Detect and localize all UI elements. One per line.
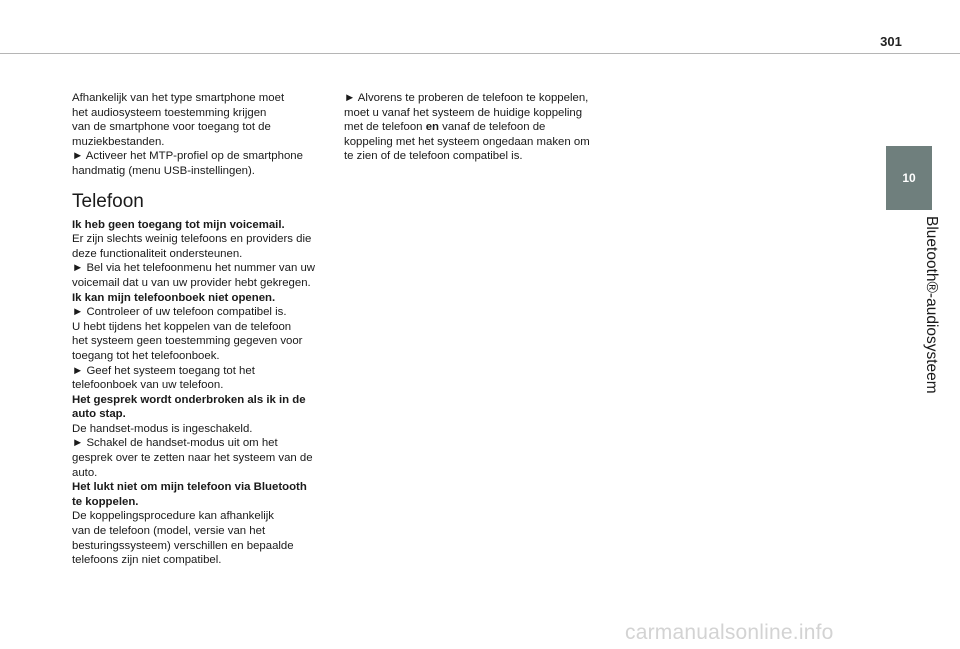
faq-heading: te koppelen.	[72, 495, 139, 508]
text-line: met de telefoon	[344, 121, 426, 134]
chapter-title: Bluetooth®-audiosysteem	[923, 216, 940, 394]
chapter-title-vertical	[886, 216, 940, 406]
bullet-line: ► Geef het systeem toegang tot het	[72, 364, 255, 377]
text-line: telefoons zijn niet compatibel.	[72, 554, 222, 567]
chapter-number: 10	[902, 171, 916, 185]
text-line: gesprek over te zetten naar het systeem van de	[72, 452, 313, 465]
emphasis: en	[425, 121, 439, 134]
faq-voicemail	[72, 218, 334, 291]
text-line: muziekbestanden.	[72, 135, 165, 148]
text-line: Er zijn slechts weinig telefoons en providers die	[72, 233, 312, 246]
text-line: toegang tot het telefoonboek.	[72, 349, 220, 362]
text-line: moet u vanaf het systeem de huidige koppeling	[344, 106, 583, 119]
text-line: van de telefoon (model, versie van het	[72, 525, 266, 538]
text-line: Afhankelijk van het type smartphone moet	[72, 92, 285, 104]
bullet-line: ► Bel via het telefoonmenu het nummer van uw	[72, 262, 316, 275]
text-line: auto.	[72, 466, 98, 479]
text-line: U hebt tijdens het koppelen van de telefoon	[72, 320, 292, 333]
faq-bluetooth-pairing	[72, 480, 334, 568]
faq-heading: Het gesprek wordt onderbroken als ik in de	[72, 393, 306, 406]
text-line: besturingssysteem) verschillen en bepaalde	[72, 539, 294, 552]
faq-heading: Ik kan mijn telefoonboek niet openen.	[72, 291, 276, 304]
bullet-line: ► Controleer of uw telefoon compatibel is.	[72, 306, 287, 319]
watermark: carmanualsonline.info	[625, 621, 834, 644]
chapter-tab	[886, 146, 932, 210]
text-line: handmatig (menu USB-instellingen).	[72, 164, 255, 177]
section-title: Telefoon	[72, 190, 144, 212]
text-line: het audiosysteem toestemming krijgen	[72, 106, 267, 119]
text-line: De handset-modus is ingeschakeld.	[72, 422, 253, 435]
text-line: voicemail dat u van uw provider hebt gekregen.	[72, 276, 311, 289]
text-line: telefoonboek van uw telefoon.	[72, 379, 224, 392]
text-line: De koppelingsprocedure kan afhankelijk	[72, 510, 274, 523]
faq-phonebook	[72, 291, 334, 393]
text-line: koppeling met het systeem ongedaan maken om	[344, 135, 590, 148]
bullet-line: ► Schakel de handset-modus uit om het	[72, 437, 278, 450]
page-number: 301	[880, 34, 902, 49]
bullet-line: ► Activeer het MTP-profiel op de smartphone	[72, 150, 303, 163]
text-line: deze functionaliteit ondersteunen.	[72, 247, 243, 260]
text-line: te zien of de telefoon compatibel is.	[344, 150, 523, 163]
intro-paragraph	[72, 91, 334, 179]
left-column	[72, 91, 334, 568]
faq-heading: Het lukt niet om mijn telefoon via Bluetooth	[72, 481, 307, 494]
header-divider	[0, 53, 960, 54]
bullet-line: ► Alvorens te proberen de telefoon te koppelen,	[344, 92, 589, 104]
text-line: vanaf de telefoon de	[438, 121, 546, 134]
faq-heading: Ik heb geen toegang tot mijn voicemail.	[72, 218, 285, 231]
faq-call-interrupted	[72, 393, 334, 481]
text-line: van de smartphone voor toegang tot de	[72, 121, 271, 134]
right-column	[344, 91, 610, 164]
faq-heading: auto stap.	[72, 408, 126, 421]
text-line: het systeem geen toestemming gegeven voor	[72, 335, 303, 348]
pairing-advice	[344, 91, 610, 164]
